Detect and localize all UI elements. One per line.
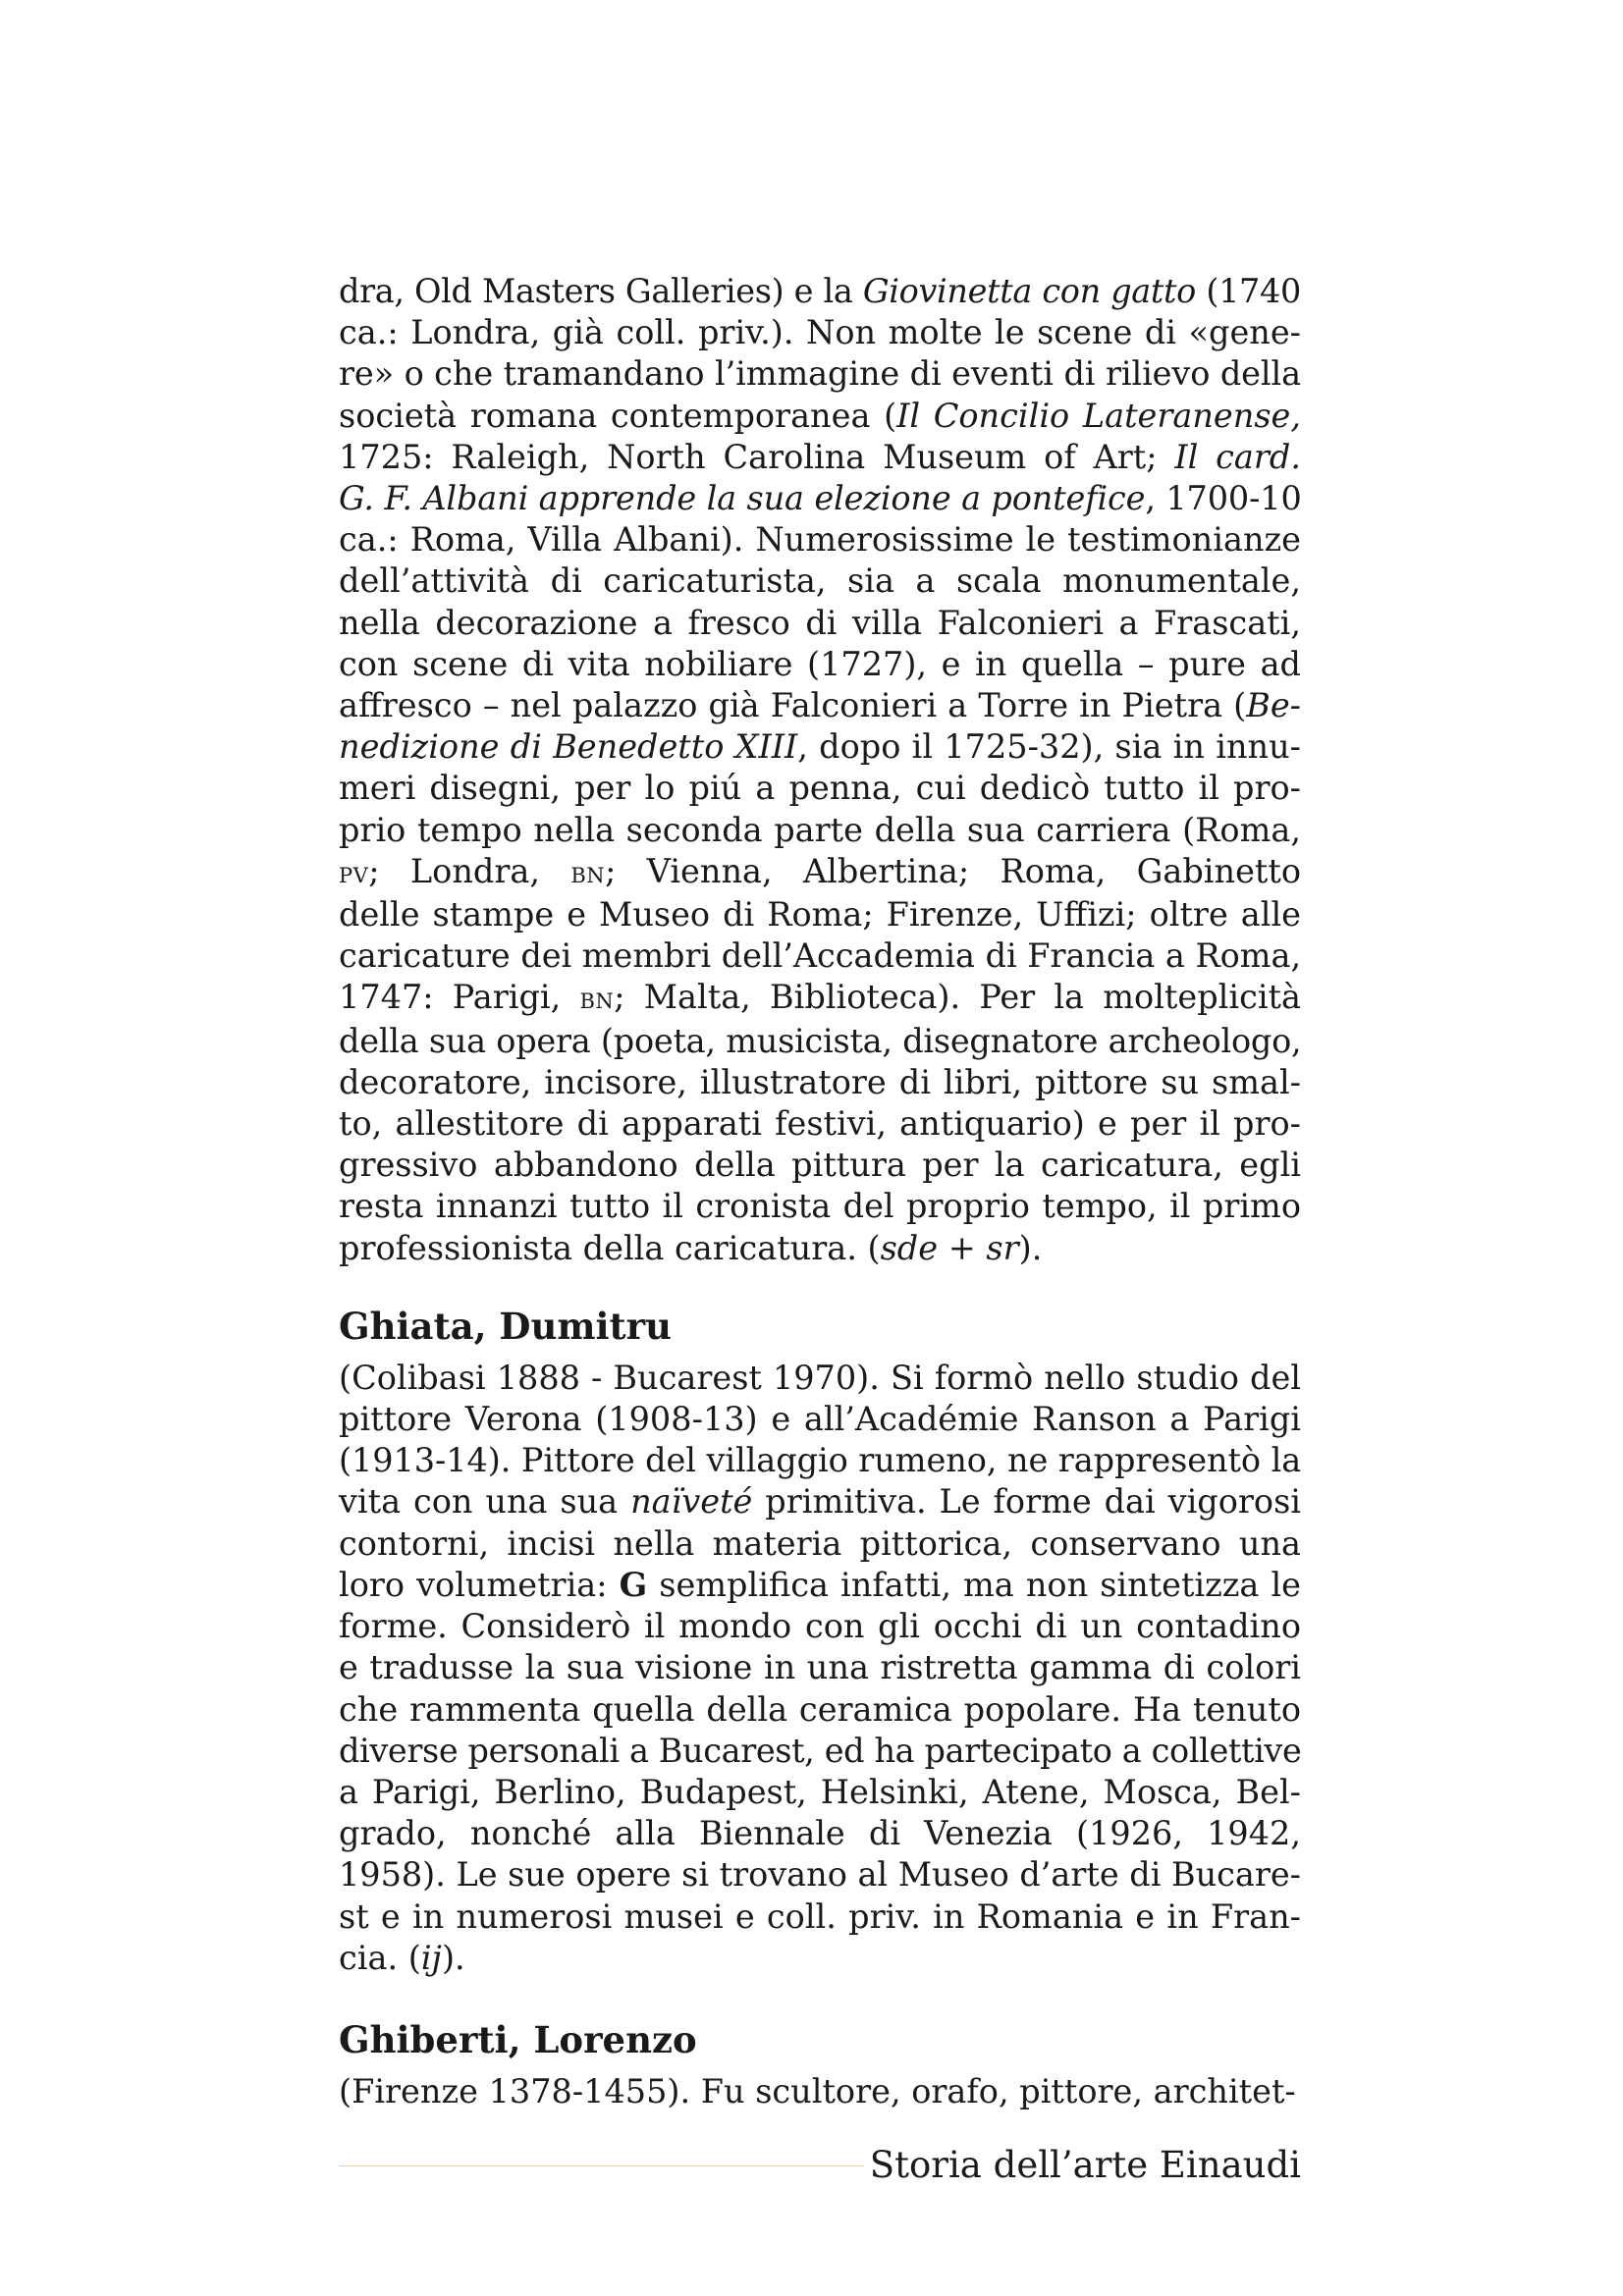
entry-body-ghiberti [339, 2071, 1301, 2112]
text-line [339, 1399, 1301, 1440]
text-line [339, 685, 1301, 726]
italic-segment: Il Concilio Lateranense, [896, 396, 1302, 435]
entry-body-ghiata [339, 1358, 1301, 1979]
text-line [339, 478, 1301, 519]
text-segment: ; Londra, [368, 851, 571, 890]
text-line [339, 603, 1301, 644]
text-line [339, 1228, 1301, 1269]
text-segment: (Colibasi 1888 - Bucarest 1970). Si formò nello studio del [339, 1358, 1301, 1397]
text-line [339, 977, 1301, 1020]
text-segment: e tradusse la sua visione in una ristretta gamma di colori [339, 1648, 1301, 1687]
text-segment: (Firenze 1378-1455). Fu scultore, orafo, pittore, architet- [339, 2071, 1296, 2110]
text-line [339, 271, 1301, 312]
text-line [339, 1854, 1301, 1896]
text-segment: decoratore, incisore, illustratore di libri, pittore su smal- [339, 1062, 1301, 1101]
text-line [339, 1606, 1301, 1647]
text-line [339, 1523, 1301, 1565]
text-segment: pittore Verona (1908-13) e all’Académie Ranson a Parigi [339, 1400, 1301, 1439]
text-line [339, 1772, 1301, 1813]
text-line [339, 1647, 1301, 1688]
text-line [339, 1186, 1301, 1227]
text-line [339, 561, 1301, 602]
bold-segment: G [619, 1565, 648, 1604]
text-line [339, 353, 1301, 395]
text-segment: , dopo il 1725-32), sia in innu- [797, 727, 1301, 767]
entry-title-ghiberti: Ghiberti, Lorenzo [339, 2017, 697, 2061]
text-segment: che rammenta quella della ceramica popolare. Ha tenuto [339, 1689, 1301, 1729]
text-segment: ; Malta, Biblioteca). Per la molteplicità [614, 978, 1301, 1017]
text-line [339, 1440, 1301, 1481]
smallcaps-segment: bn [570, 855, 606, 890]
text-segment: st e in numerosi musei e coll. priv. in Romania e in Fran- [339, 1896, 1301, 1936]
text-line [339, 1358, 1301, 1399]
text-segment: ; Vienna, Albertina; Roma, Gabinetto [605, 851, 1301, 890]
text-line [339, 935, 1301, 977]
text-segment: grado, nonché alla Biennale di Venezia (1926, 1942, [339, 1814, 1301, 1853]
text-segment: professionista della caricatura. ( [339, 1228, 881, 1267]
text-segment: nella decorazione a fresco di villa Falconieri a Frascati, [339, 603, 1301, 642]
text-line [339, 1062, 1301, 1103]
text-segment: caricature dei membri dell’Accademia di Francia a Roma, [339, 936, 1302, 976]
text-segment: 1747: Parigi, [339, 978, 580, 1017]
italic-segment: nedizione di Benedetto XIII [339, 727, 798, 767]
text-segment: gressivo abbandono della pittura per la caricatura, egli [339, 1146, 1301, 1185]
text-segment: primitiva. Le forme dai vigorosi [752, 1482, 1301, 1522]
italic-segment: Il card. [1174, 437, 1302, 476]
text-segment: dell’attività di caricaturista, sia a scala monumentale, [339, 561, 1301, 601]
text-segment: forme. Considerò il mondo con gli occhi di un contadino [339, 1607, 1301, 1646]
text-segment: ca.: Roma, Villa Albani). Numerosissime le testimonianze [339, 520, 1301, 560]
text-segment: 1725: Raleigh, North Carolina Museum of Art; [339, 437, 1175, 476]
smallcaps-segment: pv [339, 855, 369, 890]
text-segment: ca.: Londra, già coll. priv.). Non molte le scene di «gene- [339, 313, 1301, 352]
text-line [339, 2071, 1301, 2112]
text-line [339, 1938, 1301, 1979]
text-segment: diverse personali a Bucarest, ed ha partecipato a collettive [339, 1731, 1302, 1770]
page-body [339, 271, 1301, 2112]
text-line [339, 1896, 1301, 1938]
text-line [339, 1481, 1301, 1522]
text-segment: prio tempo nella seconda parte della sua carriera (Roma, [339, 810, 1301, 849]
text-line [339, 1103, 1301, 1145]
text-line [339, 519, 1301, 561]
text-segment: , 1700-10 [1145, 479, 1302, 518]
italic-segment: naïveté [630, 1482, 753, 1522]
text-segment: re» o che tramandano l’immagine di eventi di rilievo della [339, 354, 1301, 394]
text-segment: (1740 [1196, 272, 1301, 310]
text-line [339, 810, 1301, 851]
text-segment: semplifica infatti, ma non sintetizza le [647, 1565, 1301, 1604]
text-segment: vita con una sua [339, 1482, 631, 1522]
text-segment: società romana contemporanea ( [339, 396, 897, 435]
italic-segment: G. F. Albani apprende la sua elezione a pontefice [339, 479, 1146, 518]
text-line [339, 768, 1301, 809]
text-line [339, 312, 1301, 353]
text-segment: dra, Old Masters Galleries) e la [339, 272, 863, 310]
continuation-paragraph [339, 271, 1301, 1269]
text-segment: ). [1018, 1228, 1043, 1267]
text-segment: to, allestitore di apparati festivi, antiquario) e per il pro- [339, 1104, 1301, 1144]
text-segment: 1958). Le sue opere si trovano al Museo d’arte di Bucare- [339, 1855, 1301, 1895]
text-segment: cia. ( [339, 1938, 421, 1977]
italic-segment: sde + sr [880, 1228, 1019, 1267]
text-line [339, 1021, 1301, 1062]
text-segment: contorni, incisi nella materia pittorica, conservano una [339, 1523, 1301, 1563]
italic-segment: Be- [1246, 686, 1301, 725]
text-segment: ). [441, 1938, 465, 1977]
text-line [339, 437, 1301, 478]
text-segment: con scene di vita nobiliare (1727), e in quella – pure ad [339, 644, 1301, 683]
text-line [339, 851, 1301, 894]
text-segment: a Parigi, Berlino, Budapest, Helsinki, Atene, Mosca, Bel- [339, 1772, 1301, 1811]
text-segment: della sua opera (poeta, musicista, disegnatore archeologo, [339, 1021, 1302, 1060]
text-segment: meri disegni, per lo piú a penna, cui dedicò tutto il pro- [339, 769, 1301, 808]
text-segment: affresco – nel palazzo già Falconieri a Torre in Pietra ( [339, 686, 1247, 725]
text-line [339, 726, 1301, 768]
footer-rule [339, 2165, 864, 2166]
footer-publisher: Storia dell’arte Einaudi [869, 2144, 1301, 2186]
smallcaps-segment: bn [579, 982, 615, 1017]
italic-segment: ij [420, 1938, 442, 1977]
text-line [339, 396, 1301, 437]
text-line [339, 1689, 1301, 1731]
text-segment: resta innanzi tutto il cronista del proprio tempo, il primo [339, 1187, 1301, 1226]
text-line [339, 644, 1301, 685]
text-line [339, 894, 1301, 935]
text-line [339, 1145, 1301, 1186]
text-line [339, 1731, 1301, 1772]
text-line [339, 1565, 1301, 1606]
text-line [339, 1813, 1301, 1854]
text-segment: (1913-14). Pittore del villaggio rumeno, ne rappresentò la [339, 1441, 1302, 1480]
entry-title-ghiata: Ghiata, Dumitru [339, 1304, 673, 1348]
italic-segment: Giovinetta con gatto [862, 272, 1197, 310]
text-segment: delle stampe e Museo di Roma; Firenze, Uffizi; oltre alle [339, 895, 1301, 934]
text-segment: loro volumetria: [339, 1565, 620, 1604]
